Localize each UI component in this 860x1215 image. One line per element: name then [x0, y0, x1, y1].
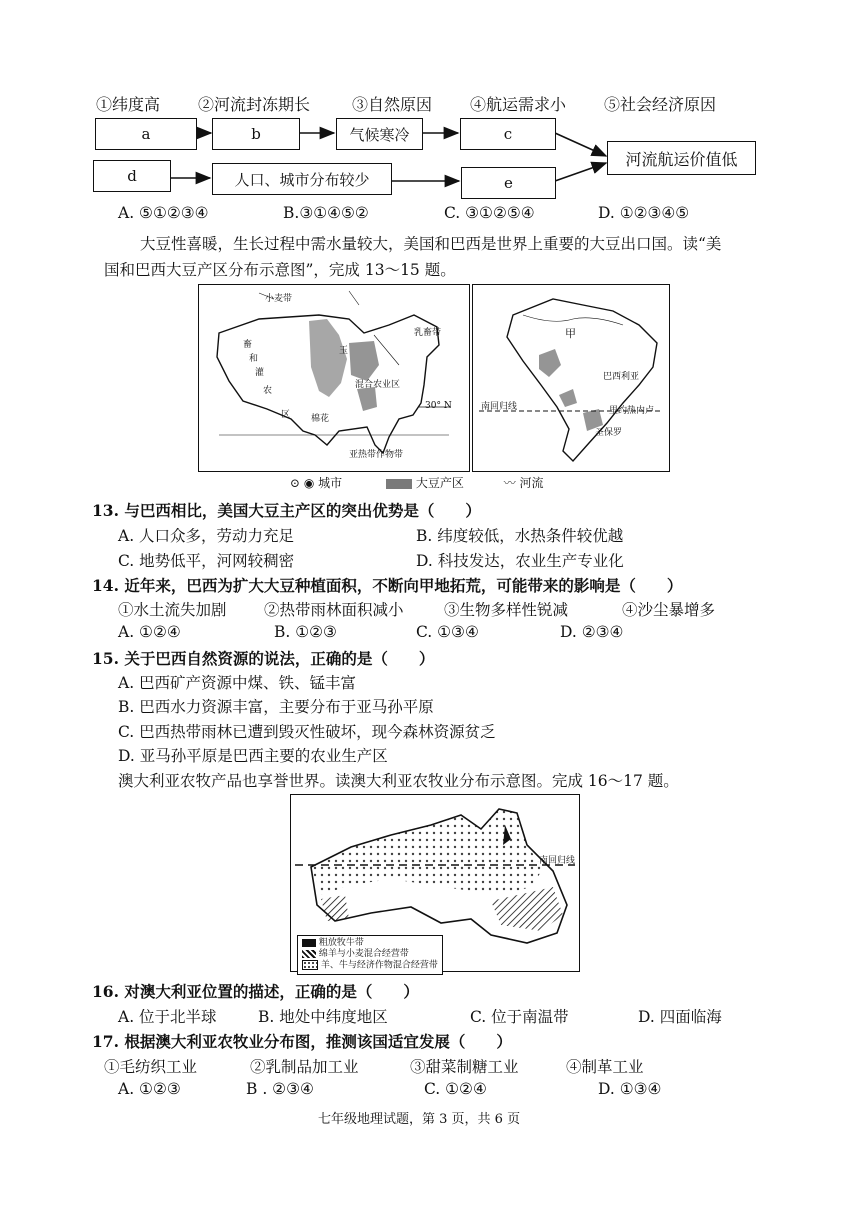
us-soybean-map	[198, 284, 470, 472]
q17-option-b: B . ②③④	[246, 1080, 314, 1098]
brazil-label-tropic: 南回归线	[481, 402, 518, 412]
river-icon: 〰	[503, 476, 516, 490]
us-label-cotton: 棉花	[311, 414, 330, 424]
q17-option-a: A. ①②③	[118, 1080, 181, 1098]
brazil-soybean-map	[472, 284, 670, 472]
us-map-drawing	[199, 285, 469, 471]
q16-stem: 16. 对澳大利亚位置的描述，正确的是（ ）	[92, 982, 419, 1001]
soybean-area-swatch	[386, 479, 412, 489]
q15-option-d: D. 亚马孙平原是巴西主要的农业生产区	[118, 747, 388, 765]
legend-ranch: 粗放牧牛带	[318, 938, 364, 948]
q15-option-c: C. 巴西热带雨林已遭到毁灭性破坏，现今森林资源贫乏	[118, 723, 496, 741]
q14-item-1: ①水土流失加剧	[118, 601, 227, 619]
brazil-label-jia: 甲	[565, 327, 576, 340]
box-pop: 人口、城市分布较少	[212, 163, 392, 195]
q16-option-b: B. 地处中纬度地区	[258, 1008, 388, 1026]
q17-option-d: D. ①③④	[598, 1080, 662, 1098]
legend-swatch-mixed	[302, 960, 318, 970]
us-label-ranch-2: 和	[249, 354, 259, 364]
brazil-map-drawing	[473, 285, 669, 471]
item-2: ②河流封冻期长	[198, 95, 311, 114]
legend-swatch-sheep-wheat	[302, 950, 316, 958]
map1-legend	[290, 474, 544, 491]
q12-option-c: C. ③①②⑤④	[444, 204, 535, 222]
q13-option-c: C. 地势低平，河网较稠密	[118, 552, 295, 570]
legend-soybean: 大豆产区	[415, 476, 464, 490]
q14-stem: 14. 近年来，巴西为扩大大豆种植面积，不断向甲地拓荒，可能带来的影响是（ ）	[92, 576, 683, 595]
us-label-ranch-4: 农	[263, 386, 273, 396]
brazil-label-brasilia: 巴西利亚	[603, 372, 640, 382]
q13-stem: 13. 与巴西相比，美国大豆主产区的突出优势是（ ）	[92, 501, 481, 520]
q17-option-c: C. ①②④	[424, 1080, 487, 1098]
q14-option-d: D. ②③④	[560, 623, 624, 641]
q15-option-a: A. 巴西矿产资源中煤、铁、锰丰富	[118, 674, 357, 692]
legend-river: 河流	[519, 476, 544, 490]
q13-option-d: D. 科技发达，农业生产专业化	[416, 552, 624, 570]
brazil-label-rio: 里约热内卢	[609, 406, 655, 416]
q12-option-a: A. ⑤①②③④	[118, 204, 209, 222]
us-label-wheat: 小麦带	[265, 294, 293, 304]
australia-map	[290, 794, 580, 972]
item-4: ④航运需求小	[470, 95, 567, 114]
us-label-corn: 玉	[339, 346, 349, 356]
us-label-ranch-1: 畜	[243, 340, 253, 350]
q16-option-d: D. 四面临海	[638, 1008, 722, 1026]
q15-option-b: B. 巴西水力资源丰富，主要分布于亚马孙平原	[118, 698, 434, 716]
item-3: ③自然原因	[352, 95, 433, 114]
us-label-ranch-3: 灌	[255, 368, 265, 378]
q14-option-b: B. ①②③	[274, 623, 337, 641]
us-label-subtropical: 亚热带作物带	[349, 450, 404, 460]
box-e: e	[461, 167, 556, 199]
q17-item-2: ②乳制品加工业	[250, 1058, 359, 1076]
legend-sheep-wheat: 绵羊与小麦混合经营带	[318, 949, 409, 959]
australia-tropic-label: 南回归线	[539, 856, 576, 866]
australia-legend	[297, 935, 443, 975]
q16-option-a: A. 位于北半球	[118, 1008, 217, 1026]
q14-item-2: ②热带雨林面积减小	[264, 601, 404, 619]
page-footer: 七年级地理试题，第 3 页，共 6 页	[318, 1112, 521, 1127]
box-a: a	[95, 118, 197, 150]
brazil-label-saopaulo: 圣保罗	[595, 428, 623, 438]
us-label-30n: 30° N	[425, 401, 452, 411]
q15-stem: 15. 关于巴西自然资源的说法，正确的是（ ）	[92, 649, 435, 668]
box-result: 河流航运价值低	[607, 141, 756, 175]
q17-item-4: ④制革工业	[566, 1058, 644, 1076]
q12-option-d: D. ①②③④⑤	[598, 204, 690, 222]
legend-swatch-ranch	[302, 939, 316, 947]
intro-13-line1: 大豆性喜暖，生长过程中需水量较大，美国和巴西是世界上重要的大豆出口国。读“美	[140, 235, 722, 253]
box-c: c	[460, 118, 556, 150]
item-5: ⑤社会经济原因	[604, 95, 717, 114]
q17-item-1: ①毛纺织工业	[104, 1058, 198, 1076]
q17-item-3: ③甜菜制糖工业	[410, 1058, 519, 1076]
city-icon: ⊙ ◉	[290, 476, 315, 490]
intro-13-line2: 国和巴西大豆产区分布示意图”，完成 13～15 题。	[104, 261, 456, 279]
q14-item-4: ④沙尘暴增多	[622, 601, 716, 619]
us-label-dairy: 乳畜带	[414, 328, 442, 338]
q16-option-c: C. 位于南温带	[470, 1008, 569, 1026]
q13-option-a: A. 人口众多，劳动力充足	[118, 527, 295, 545]
q14-item-3: ③生物多样性锐减	[444, 601, 569, 619]
us-label-ranch-5: 区	[281, 410, 291, 420]
us-label-mixed: 混合农业区	[355, 380, 401, 390]
legend-city: 城市	[318, 476, 343, 490]
item-1: ①纬度高	[96, 95, 161, 114]
q14-option-c: C. ①③④	[416, 623, 479, 641]
box-b: b	[212, 118, 300, 150]
legend-mixed: 羊、牛与经济作物混合经营带	[320, 960, 438, 971]
box-d: d	[93, 160, 171, 192]
intro-16: 澳大利亚农牧产品也享誉世界。读澳大利亚农牧业分布示意图。完成 16～17 题。	[118, 772, 679, 790]
flow-arrows	[0, 0, 860, 230]
box-cold: 气候寒冷	[336, 118, 423, 150]
q12-option-b: B.③①④⑤②	[283, 204, 369, 222]
q14-option-a: A. ①②④	[118, 623, 181, 641]
q13-option-b: B. 纬度较低，水热条件较优越	[416, 527, 624, 545]
q17-stem: 17. 根据澳大利亚农牧业分布图，推测该国适宜发展（ ）	[92, 1032, 512, 1051]
